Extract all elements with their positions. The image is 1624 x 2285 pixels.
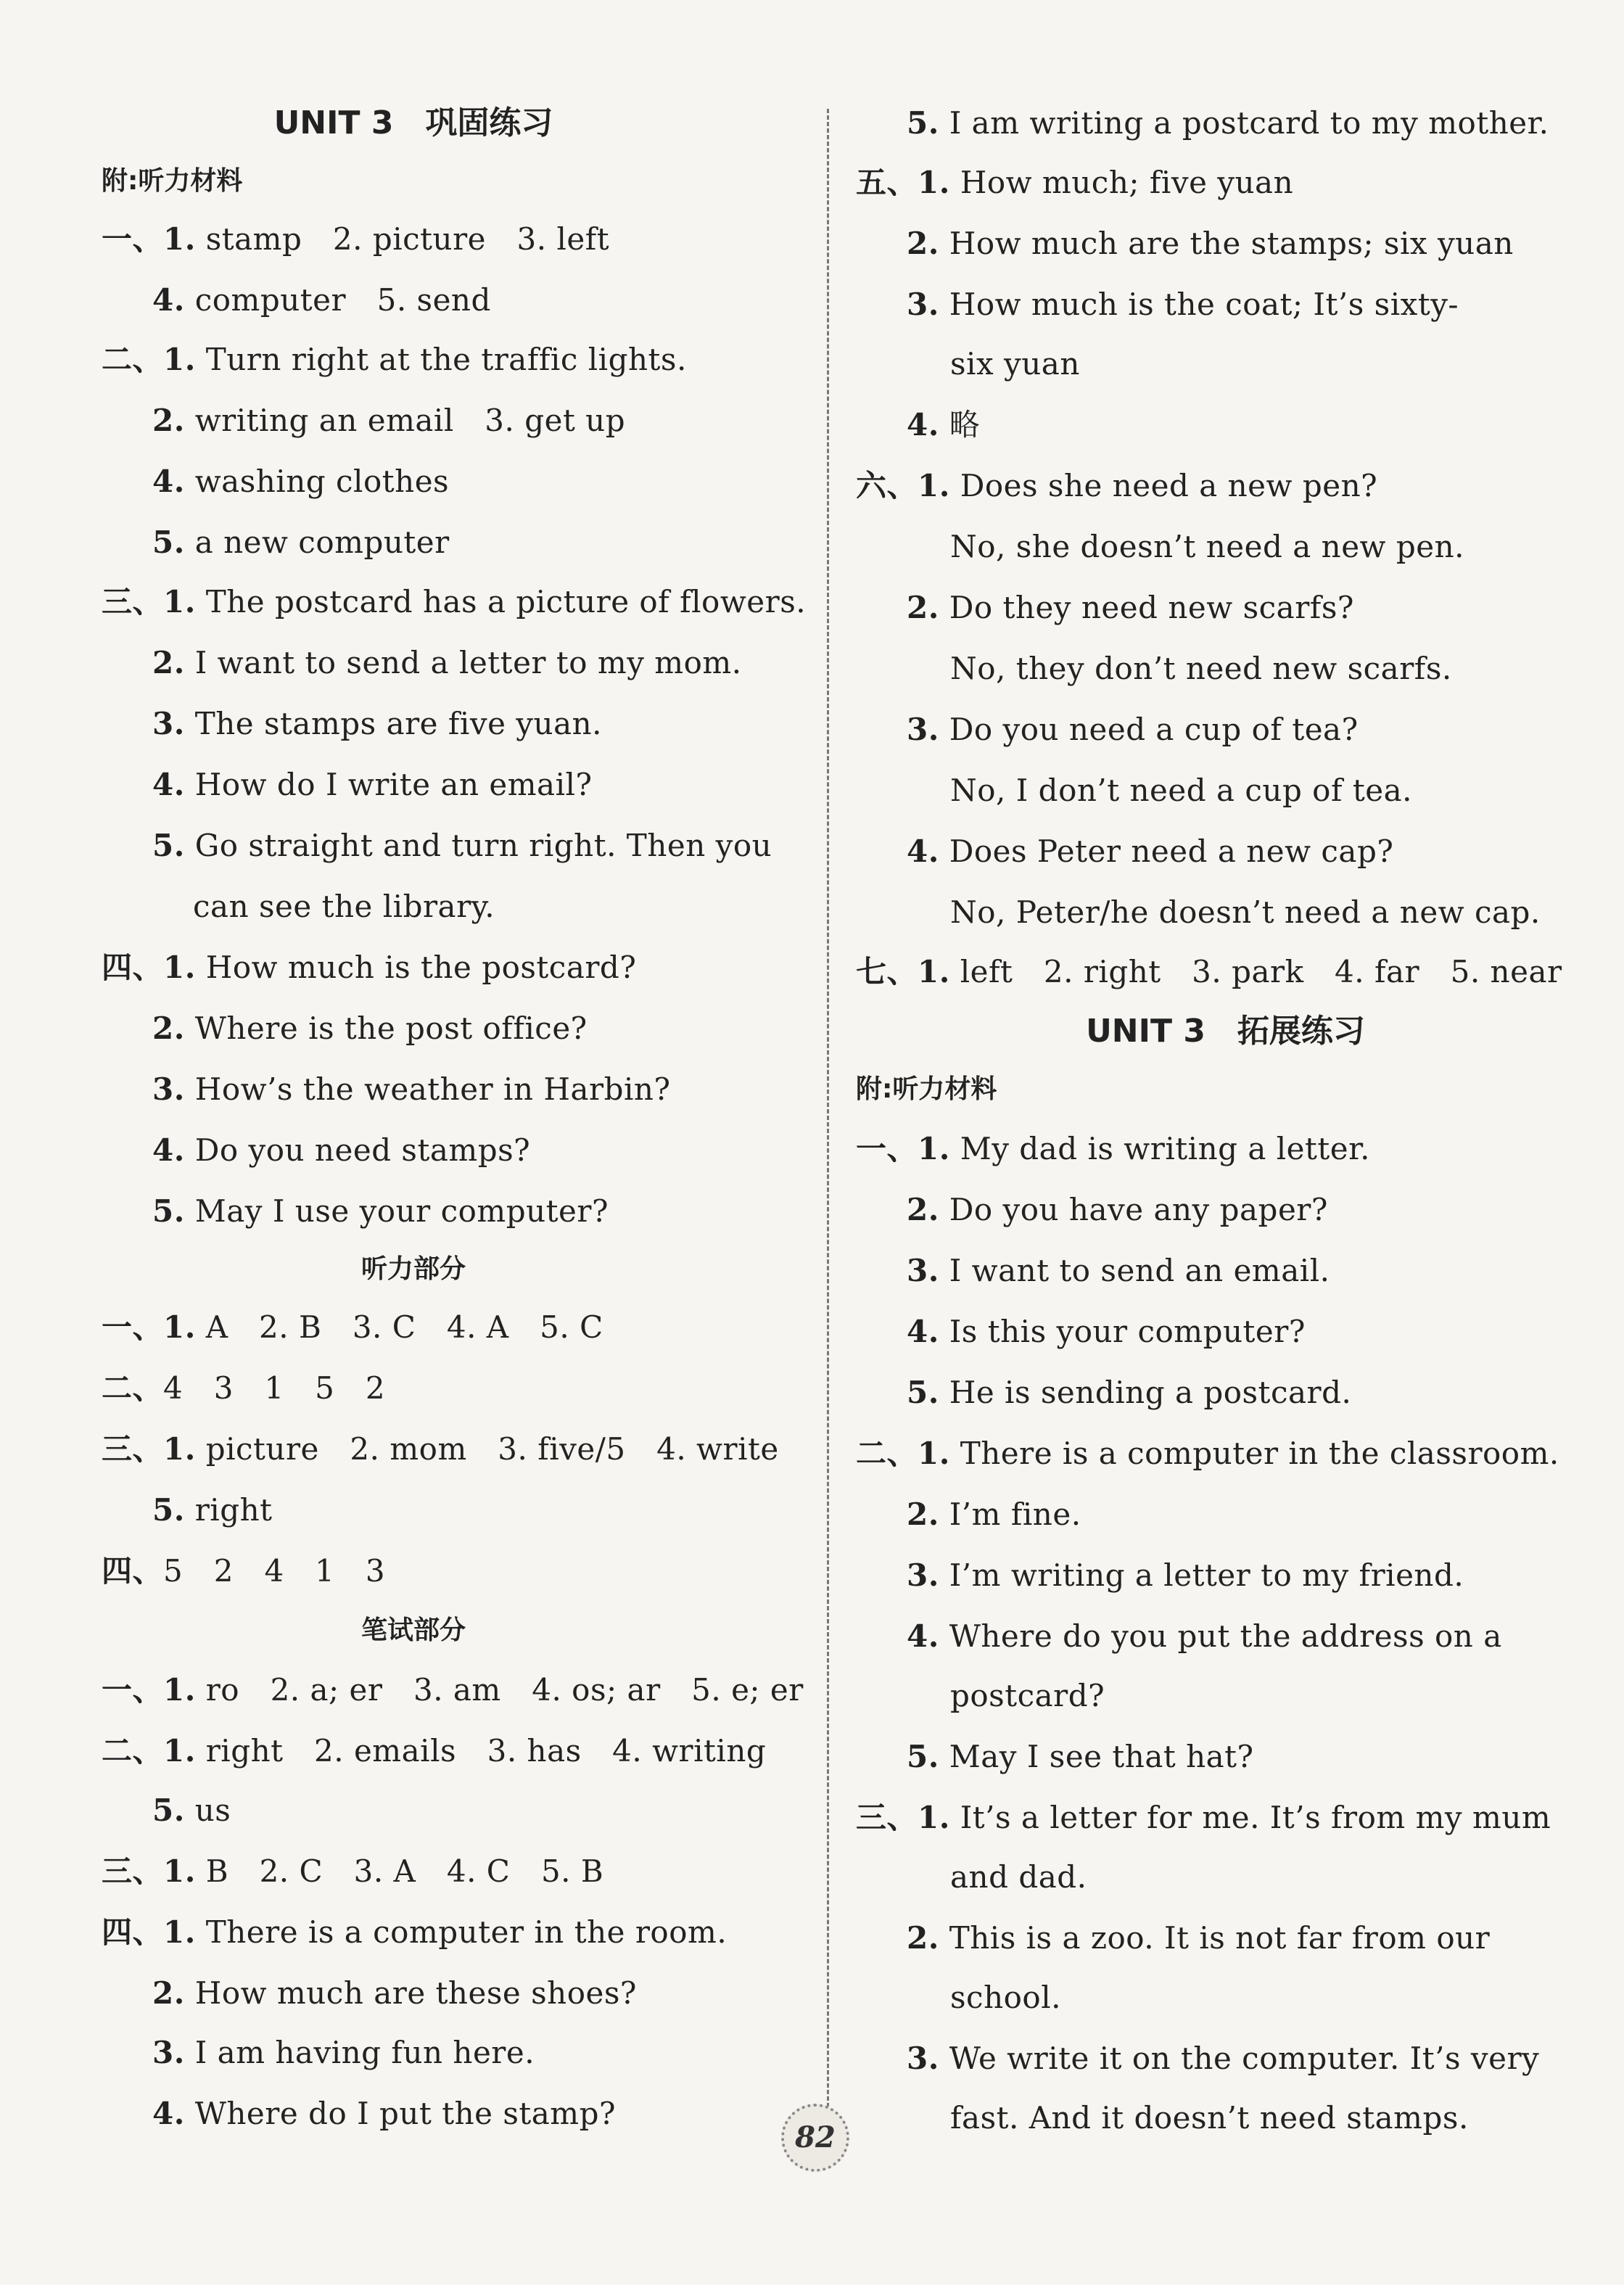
item-number: 4.: [152, 2096, 185, 2131]
answer-text: Does Peter need a new cap?: [939, 833, 1394, 869]
item-number: 4.: [907, 1618, 939, 1654]
item-number: 3.: [907, 1253, 939, 1288]
answer-text: 5 2 4 1 3: [163, 1553, 386, 1589]
answer-text: May I see that hat?: [939, 1739, 1254, 1774]
answer-line: [907, 1249, 1330, 1293]
item-number: 3.: [907, 287, 939, 322]
item-number: 五、1.: [856, 165, 950, 200]
item-number: 七、1.: [856, 954, 950, 989]
answer-text: No, I don’t need a cup of tea.: [950, 773, 1412, 808]
answer-line: [907, 1735, 1254, 1779]
item-number: 4.: [152, 1132, 185, 1168]
answer-text: computer 5. send: [184, 282, 491, 318]
answer-text: No, Peter/he doesn’t need a new cap.: [950, 894, 1541, 930]
answer-text: There is a computer in the classroom.: [949, 1436, 1559, 1471]
answer-line: [950, 769, 1412, 812]
item-number: 三、1.: [102, 1431, 196, 1467]
answer-text: Where is the post office?: [184, 1010, 588, 1046]
answer-line: [152, 521, 450, 564]
answer-text: It’s a letter for me. It’s from my mum: [949, 1800, 1551, 1835]
answer-text: How do I write an email?: [184, 767, 593, 802]
answer-text: right: [184, 1492, 273, 1528]
item-number: 5.: [907, 1375, 939, 1410]
answer-line: [152, 1129, 530, 1172]
item-number: 5.: [152, 1193, 185, 1229]
answer-line: [102, 218, 609, 261]
item-number: 4.: [152, 767, 185, 802]
answer-line: [152, 824, 772, 868]
answer-text: can see the library.: [193, 889, 495, 924]
answer-text: left 2. right 3. park 4. far 5. near: [949, 954, 1562, 989]
item-number: 四、1.: [102, 1914, 196, 1950]
answer-line: [152, 702, 602, 746]
section-title: UNIT 3 拓展练习: [1086, 1013, 1365, 1050]
item-number: 一、1.: [856, 1131, 950, 1166]
item-number: 2.: [907, 590, 939, 625]
answer-line: [102, 1668, 804, 1712]
answer-text: I want to send a letter to my mom.: [184, 645, 742, 680]
answer-text: This is a zoo. It is not far from our: [939, 1920, 1491, 1956]
item-number: 三、1.: [102, 1853, 196, 1889]
item-number: 二、1.: [856, 1436, 950, 1471]
answer-text: How much is the coat; It’s sixty-: [939, 287, 1459, 322]
answer-text: He is sending a postcard.: [939, 1375, 1352, 1410]
answer-text: picture 2. mom 3. five/5 4. write: [195, 1431, 779, 1467]
answer-line: [152, 1068, 670, 1111]
right-column: [827, 0, 1624, 2176]
item-number: 四、1.: [102, 950, 196, 985]
answer-line: [102, 1911, 727, 1954]
item-number: 3.: [907, 1557, 939, 1593]
item-number: 二、1.: [102, 342, 196, 377]
page-number: 82: [781, 2104, 849, 2172]
item-number: 3.: [152, 2035, 185, 2070]
answer-line: [152, 763, 592, 807]
answer-text: right 2. emails 3. has 4. writing: [195, 1733, 767, 1769]
answer-line: [152, 279, 491, 322]
answer-text: The postcard has a picture of flowers.: [195, 584, 807, 619]
answer-line: [152, 1972, 637, 2015]
answer-text: Do you need stamps?: [184, 1132, 531, 1168]
answer-text: 4 3 1 5 2: [163, 1370, 386, 1406]
item-number: 3.: [152, 1071, 185, 1107]
item-number: 六、1.: [856, 468, 950, 503]
answer-text: I’m fine.: [939, 1496, 1081, 1532]
answer-text: No, they don’t need new scarfs.: [950, 651, 1452, 686]
answer-line: [102, 1549, 385, 1593]
answer-text: Go straight and turn right. Then you: [184, 828, 772, 863]
item-number: 三、1.: [856, 1800, 950, 1835]
answer-line: [856, 1127, 1370, 1171]
answer-line: [907, 1916, 1490, 1960]
answer-text: ro 2. a; er 3. am 4. os; ar 5. e; er: [195, 1672, 804, 1708]
item-number: 5.: [152, 1792, 185, 1828]
answer-line: [907, 1310, 1306, 1354]
answer-text: Do you need a cup of tea?: [939, 712, 1359, 747]
item-number: 4.: [907, 1314, 939, 1349]
item-number: 2.: [152, 403, 185, 438]
item-number: 四、: [102, 1553, 164, 1589]
left-column: [0, 0, 827, 2176]
answer-line: [907, 283, 1459, 326]
answer-text: I am having fun here.: [184, 2035, 535, 2070]
answer-line: [152, 1489, 273, 1532]
answer-line: [102, 338, 687, 382]
answer-line: [950, 1856, 1087, 1899]
answer-text: Where do you put the address on a: [939, 1618, 1502, 1654]
answer-line: [907, 708, 1359, 752]
answer-line: [907, 222, 1514, 265]
answer-text: stamp 2. picture 3. left: [195, 221, 610, 257]
section-subheading: 笔试部分: [360, 1615, 466, 1645]
section-title: UNIT 3 巩固练习: [273, 104, 553, 141]
answer-text: six yuan: [950, 346, 1080, 382]
item-number: 5.: [152, 524, 185, 560]
answer-line: [950, 342, 1080, 386]
answer-line: [907, 830, 1393, 873]
answer-text: school.: [950, 1980, 1061, 2015]
answer-text: How much; five yuan: [949, 165, 1294, 200]
answer-text: a new computer: [184, 524, 450, 560]
answer-line: [152, 2092, 616, 2136]
answer-line: [152, 1190, 609, 1233]
answer-line: [152, 2031, 535, 2075]
section-subheading: 听力部分: [360, 1254, 466, 1284]
item-number: 5.: [152, 828, 185, 863]
item-number: 2.: [907, 1496, 939, 1532]
answer-text: and dad.: [950, 1859, 1087, 1895]
answer-text: 略: [939, 407, 981, 442]
item-number: 2.: [152, 645, 185, 680]
item-number: 5.: [152, 1492, 185, 1528]
item-number: 3.: [907, 2041, 939, 2076]
answer-text: Do you have any paper?: [939, 1192, 1328, 1227]
answer-text: May I use your computer?: [184, 1193, 609, 1229]
answer-line: [102, 580, 806, 624]
answer-text: writing an email 3. get up: [184, 403, 626, 438]
answer-text: postcard?: [950, 1678, 1105, 1713]
item-number: 2.: [907, 226, 939, 261]
answer-text: us: [184, 1792, 231, 1828]
answer-text: Does she need a new pen?: [949, 468, 1378, 503]
answer-line: [950, 525, 1464, 569]
answer-text: How much are the stamps; six yuan: [939, 226, 1514, 261]
answer-line: [152, 1789, 231, 1832]
item-number: 3.: [152, 706, 185, 741]
answer-line: [102, 1729, 766, 1773]
answer-line: [856, 1796, 1551, 1840]
answer-text: How’s the weather in Harbin?: [184, 1071, 671, 1107]
item-number: 4.: [152, 282, 185, 318]
answer-line: [907, 1493, 1081, 1536]
answer-line: [856, 161, 1293, 205]
item-number: 4.: [907, 407, 939, 442]
answer-line: [907, 1554, 1464, 1597]
answer-text: I want to send an email.: [939, 1253, 1330, 1288]
answer-line: [907, 2037, 1539, 2080]
item-number: 5.: [907, 1739, 939, 1774]
answer-line: [152, 399, 625, 442]
item-number: 2.: [907, 1920, 939, 1956]
answer-text: My dad is writing a letter.: [949, 1131, 1370, 1166]
item-number: 5.: [907, 105, 939, 141]
answer-line: [856, 464, 1377, 508]
answer-text: Where do I put the stamp?: [184, 2096, 617, 2131]
answer-text: How much is the postcard?: [195, 950, 637, 985]
answer-text: Turn right at the traffic lights.: [195, 342, 687, 377]
answer-line: [950, 647, 1452, 691]
answer-line: [102, 946, 636, 989]
answer-text: I’m writing a letter to my friend.: [939, 1557, 1464, 1593]
answer-text: We write it on the computer. It’s very: [939, 2041, 1540, 2076]
item-number: 一、1.: [102, 1672, 196, 1708]
answer-text: Do they need new scarfs?: [939, 590, 1354, 625]
answer-text: fast. And it doesn’t need stamps.: [950, 2100, 1469, 2136]
item-number: 二、1.: [102, 1733, 196, 1769]
answer-line: [907, 102, 1549, 145]
answer-line: [856, 1432, 1559, 1475]
answer-line: [907, 1371, 1351, 1415]
answer-line: [152, 460, 449, 503]
answer-text: No, she doesn’t need a new pen.: [950, 529, 1464, 564]
item-number: 4.: [907, 833, 939, 869]
answer-line: [907, 1188, 1328, 1232]
item-number: 2.: [152, 1010, 185, 1046]
answer-line: [907, 1615, 1502, 1658]
item-number: 2.: [152, 1975, 185, 2011]
answer-line: [907, 586, 1354, 630]
item-number: 一、1.: [102, 1309, 196, 1345]
item-number: 一、1.: [102, 221, 196, 257]
answer-line: [856, 950, 1562, 994]
answer-line: [950, 2096, 1469, 2140]
answer-text: B 2. C 3. A 4. C 5. B: [195, 1853, 604, 1889]
answer-text: Is this your computer?: [939, 1314, 1306, 1349]
answer-line: [907, 403, 980, 447]
answer-text: The stamps are five yuan.: [184, 706, 603, 741]
item-number: 3.: [907, 712, 939, 747]
item-number: 2.: [907, 1192, 939, 1227]
answer-line: [102, 1367, 385, 1410]
answer-line: [102, 1306, 603, 1349]
answer-line: [950, 1674, 1105, 1718]
item-number: 三、1.: [102, 584, 196, 619]
answer-text: A 2. B 3. C 4. A 5. C: [195, 1309, 603, 1345]
answer-text: I am writing a postcard to my mother.: [939, 105, 1549, 141]
section-subheading: 附:听力材料: [102, 166, 243, 196]
answer-line: [152, 641, 742, 685]
answer-line: [193, 885, 495, 929]
answer-text: There is a computer in the room.: [195, 1914, 727, 1950]
answer-line: [152, 1007, 588, 1050]
answer-line: [102, 1428, 779, 1471]
answer-text: How much are these shoes?: [184, 1975, 637, 2011]
answer-line: [102, 1850, 603, 1893]
section-subheading: 附:听力材料: [856, 1074, 997, 1104]
answer-line: [950, 891, 1541, 934]
item-number: 4.: [152, 464, 185, 499]
item-number: 二、: [102, 1370, 164, 1406]
answer-text: washing clothes: [184, 464, 450, 499]
answer-line: [950, 1976, 1061, 2020]
